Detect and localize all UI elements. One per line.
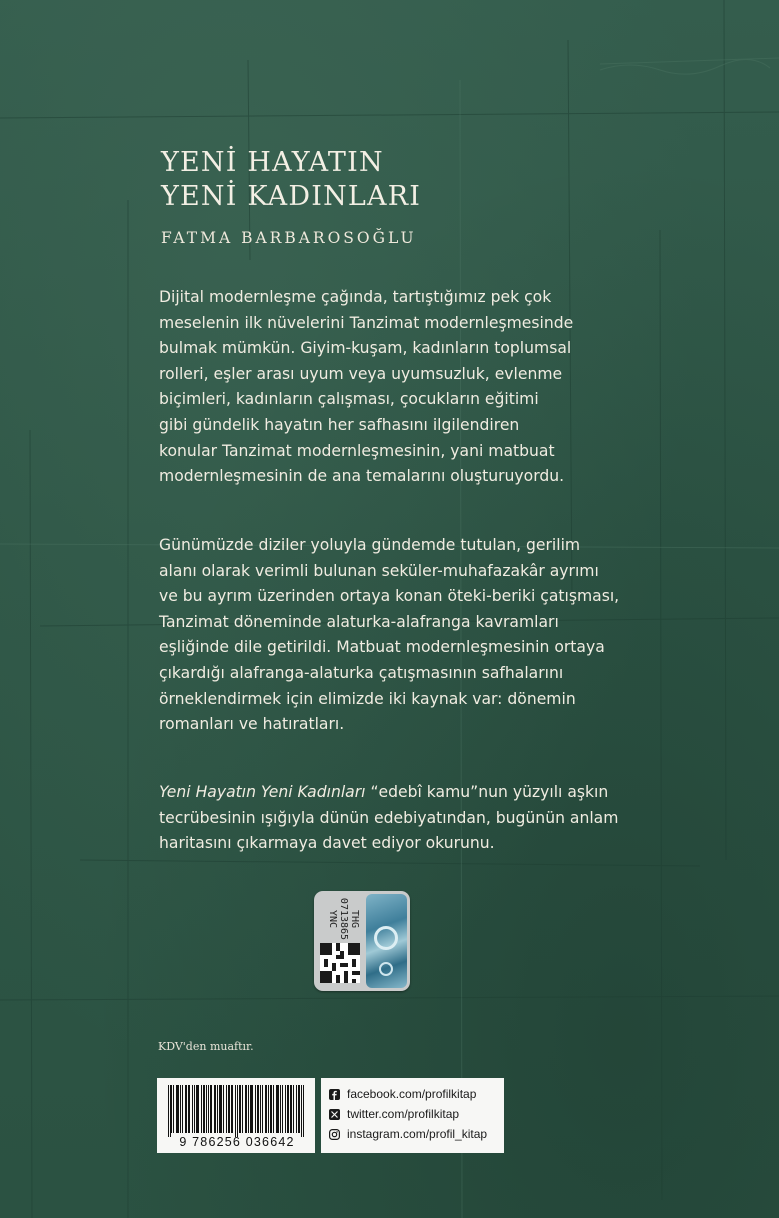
blurb-line: eşliğinde dile getirildi. Matbuat modernleşmesinin ortaya	[159, 638, 605, 657]
barcode-bar	[271, 1085, 272, 1133]
barcode-bar	[178, 1085, 179, 1133]
barcode-bar	[277, 1085, 278, 1133]
book-title-line-1: YENİ HAYATIN	[161, 147, 384, 178]
barcode-bar	[231, 1085, 232, 1133]
book-title-italic: Yeni Hayatın Yeni Kadınları	[159, 783, 366, 801]
hologram-icon	[366, 894, 407, 988]
barcode-bar	[276, 1085, 277, 1133]
barcode-bar	[215, 1085, 216, 1133]
barcode-bar	[265, 1085, 266, 1133]
blurb-line: alanı olarak verimli bulunan seküler-muhafazakâr ayrımı	[159, 561, 599, 580]
blurb-line: Günümüzde diziler yoluyla gündemde tutulan, gerilim	[159, 536, 581, 554]
barcode-bar	[252, 1085, 253, 1133]
barcode-bar	[255, 1085, 256, 1133]
blurb-line: tecrübesinin ışığıyla dünün edebiyatından, bugünün anlam	[159, 808, 619, 827]
twitter-link-text: twitter.com/profilkitap	[347, 1107, 460, 1121]
blurb-line: örneklendirmek için elimizde iki kaynak var: dönemin	[159, 689, 576, 708]
barcode-bar	[173, 1085, 174, 1133]
blurb-paragraph-2	[159, 533, 664, 738]
barcode-bar	[291, 1085, 292, 1133]
barcode-bar	[219, 1085, 220, 1133]
blurb-line: romanları ve hatıratları.	[159, 715, 345, 734]
barcode-bar	[298, 1085, 299, 1133]
blurb-line: konular Tanzimat modernleşmesinin, yani matbuat	[159, 441, 555, 460]
barcode-bar	[229, 1085, 230, 1133]
barcode-bar	[235, 1085, 236, 1137]
hologram-ring	[374, 926, 398, 950]
barcode-bar	[208, 1085, 209, 1133]
barcode-bar	[171, 1085, 172, 1133]
barcode-bar	[168, 1085, 169, 1137]
barcode-bar	[226, 1085, 227, 1133]
isbn-barcode	[157, 1078, 315, 1153]
barcode-bar	[223, 1085, 224, 1133]
barcode-bar	[237, 1085, 238, 1137]
hologram-ring-small	[379, 962, 393, 976]
blurb-paragraph-1	[159, 285, 664, 490]
tax-exempt-note: KDV'den muaftır.	[158, 1040, 254, 1053]
banderol-serial-line: 0713865	[338, 897, 349, 941]
barcode-bar	[201, 1085, 202, 1133]
barcode-bar	[258, 1085, 259, 1133]
barcode-bar	[204, 1085, 205, 1133]
barcode-bars	[168, 1085, 304, 1137]
barcode-bar	[228, 1085, 229, 1133]
barcode-bar	[290, 1085, 291, 1133]
barcode-bar	[287, 1085, 288, 1133]
barcode-bar	[296, 1085, 297, 1133]
book-title-line-2: YENİ KADINLARI	[161, 181, 422, 212]
barcode-bar	[268, 1085, 269, 1133]
barcode-bar	[189, 1085, 190, 1133]
blurb-line: Tanzimat döneminde alaturka-alafranga kavramları	[159, 612, 559, 631]
barcode-bar	[220, 1085, 221, 1133]
blurb-line: meselenin ilk nüvelerini Tanzimat modernleşmesinde	[159, 313, 574, 332]
barcode-bar	[197, 1085, 198, 1133]
barcode-bar	[288, 1085, 289, 1133]
barcode-bar	[170, 1085, 171, 1137]
blurb-line: rolleri, eşler arası uyum veya uyumsuzluk, evlenme	[159, 364, 563, 383]
isbn-digits: 9 786256 036642	[179, 1135, 295, 1149]
blurb-line: “edebî kamu”nun yüzyılı aşkın	[365, 783, 609, 801]
barcode-bar	[210, 1085, 211, 1133]
barcode-bar	[214, 1085, 215, 1133]
x-twitter-icon	[329, 1109, 340, 1120]
barcode-bar	[293, 1085, 294, 1133]
barcode-bar	[285, 1085, 286, 1133]
blurb-line: Dijital modernleşme çağında, tartıştığımız pek çok	[159, 288, 552, 306]
barcode-bar	[206, 1085, 207, 1133]
banderol-serial-line: THG	[349, 909, 360, 929]
author-name: FATMA BARBAROSOĞLU	[161, 229, 417, 247]
barcode-bar	[250, 1085, 251, 1133]
banderol-sticker	[314, 891, 410, 991]
barcode-bar	[188, 1085, 189, 1133]
barcode-bar	[182, 1085, 183, 1133]
barcode-bar	[185, 1085, 186, 1133]
barcode-bar	[273, 1085, 274, 1133]
barcode-bar	[176, 1085, 177, 1133]
barcode-bar	[246, 1085, 247, 1133]
barcode-bar	[251, 1085, 252, 1133]
facebook-icon	[329, 1089, 340, 1100]
blurb-line: ve bu ayrım üzerinden ortaya konan öteki-beriki çatışması,	[159, 587, 620, 606]
barcode-bar	[257, 1085, 258, 1133]
barcode-bar	[192, 1085, 193, 1133]
barcode-bar	[239, 1085, 240, 1133]
blurb-line: haritasını çıkarmaya davet ediyor okurunu.	[159, 834, 495, 853]
banderol-serial	[324, 897, 360, 941]
barcode-bar	[299, 1085, 300, 1133]
barcode-bar	[194, 1085, 195, 1133]
barcode-bar	[232, 1085, 233, 1133]
blurb-line: biçimleri, kadınların çalışması, çocukların eğitimi	[159, 390, 539, 409]
barcode-bar	[186, 1085, 187, 1133]
barcode-bar	[262, 1085, 263, 1133]
social-links-panel	[321, 1078, 504, 1153]
barcode-bar	[196, 1085, 197, 1133]
blurb-line: çıkardığı alafranga-alaturka çatışmasının safhalarını	[159, 663, 564, 682]
barcode-bar	[180, 1085, 181, 1133]
social-link-twitter[interactable]	[329, 1106, 459, 1122]
barcode-bar	[248, 1085, 249, 1133]
barcode-bar	[221, 1085, 222, 1133]
barcode-bar	[211, 1085, 212, 1133]
social-link-facebook[interactable]	[329, 1086, 476, 1102]
banderol-serial-line: YNC	[327, 909, 338, 929]
barcode-bar	[260, 1085, 261, 1133]
barcode-bar	[270, 1085, 271, 1133]
blurb-paragraph-3	[159, 780, 664, 857]
barcode-bar	[240, 1085, 241, 1133]
barcode-bar	[303, 1085, 304, 1137]
barcode-bar	[280, 1085, 281, 1133]
barcode-bar	[282, 1085, 283, 1133]
barcode-bar	[242, 1085, 243, 1133]
barcode-bar	[203, 1085, 204, 1133]
barcode-bar	[177, 1085, 178, 1133]
blurb-line: modernleşmesinin de ana temalarını oluşturuyordu.	[159, 467, 565, 486]
barcode-bar	[245, 1085, 246, 1133]
instagram-icon	[329, 1129, 340, 1140]
facebook-link-text: facebook.com/profilkitap	[347, 1087, 477, 1101]
barcode-bar	[278, 1085, 279, 1133]
barcode-bar	[266, 1085, 267, 1133]
barcode-bar	[301, 1085, 302, 1137]
instagram-link-text: instagram.com/profil_kitap	[347, 1127, 488, 1141]
barcode-bar	[198, 1085, 199, 1133]
qr-code-icon	[320, 943, 360, 983]
social-link-instagram[interactable]	[329, 1126, 487, 1142]
blurb-line: bulmak mümkün. Giyim-kuşam, kadınların toplumsal	[159, 339, 572, 358]
book-title	[161, 146, 421, 214]
blurb-line: gibi gündelik hayatın her safhasını ilgilendiren	[159, 415, 520, 434]
barcode-bar	[217, 1085, 218, 1133]
